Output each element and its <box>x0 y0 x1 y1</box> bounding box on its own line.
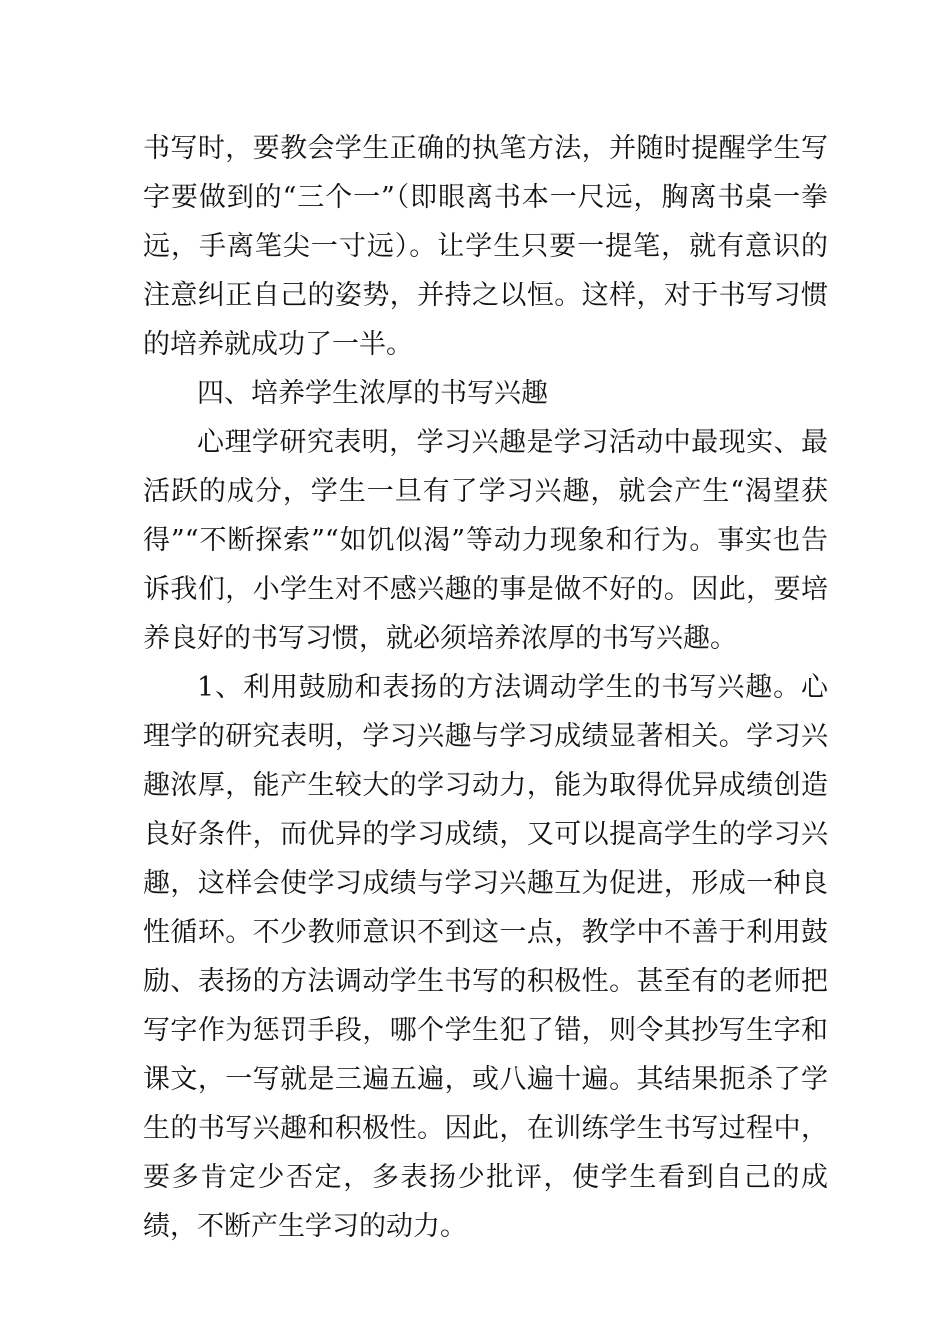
paragraph-encouragement-praise: 1、利用鼓励和表扬的方法调动学生的书写兴趣。心理学的研究表明，学习兴趣与学习成绩显著相关。学习兴趣浓厚，能产生较大的学习动力，能为取得优异成绩创造良好条件，而优异的学习成绩，又可以提高学生的学习兴趣，这样会使学习成绩与学习兴趣互为促进，形成一种良性循环。不少教师意识不到这一点，教学中不善于利用鼓励、表扬的方法调动学生书写的积极性。甚至有的老师把写字作为惩罚手段，哪个学生犯了错，则令其抄写生字和课文，一写就是三遍五遍，或八遍十遍。其结果扼杀了学生的书写兴趣和积极性。因此，在训练学生书写过程中，要多肯定少否定，多表扬少批评，使学生看到自己的成绩，不断产生学习的动力。 <box>143 672 828 1242</box>
paragraph-writing-posture: 书写时，要教会学生正确的执笔方法，并随时提醒学生写字要做到的“三个一”（即眼离书本一尺远，胸离书桌一拳远，手离笔尖一寸远）。让学生只要一提笔，就有意识的注意纠正自己的姿势，并持之以恒。这样，对于书写习惯的培养就成功了一半。 <box>143 133 828 360</box>
paragraph-psychology-interest: 心理学研究表明，学习兴趣是学习活动中最现实、最活跃的成分，学生一旦有了学习兴趣，就会产生“渴望获得”“不断探索”“如饥似渴”等动力现象和行为。事实也告诉我们，小学生对不感兴趣的事是做不好的。因此，要培养良好的书写习惯，就必须培养浓厚的书写兴趣。 <box>143 427 828 654</box>
document-body <box>143 124 828 1251</box>
section-heading-writing-interest: 四、培养学生浓厚的书写兴趣 <box>197 378 548 409</box>
